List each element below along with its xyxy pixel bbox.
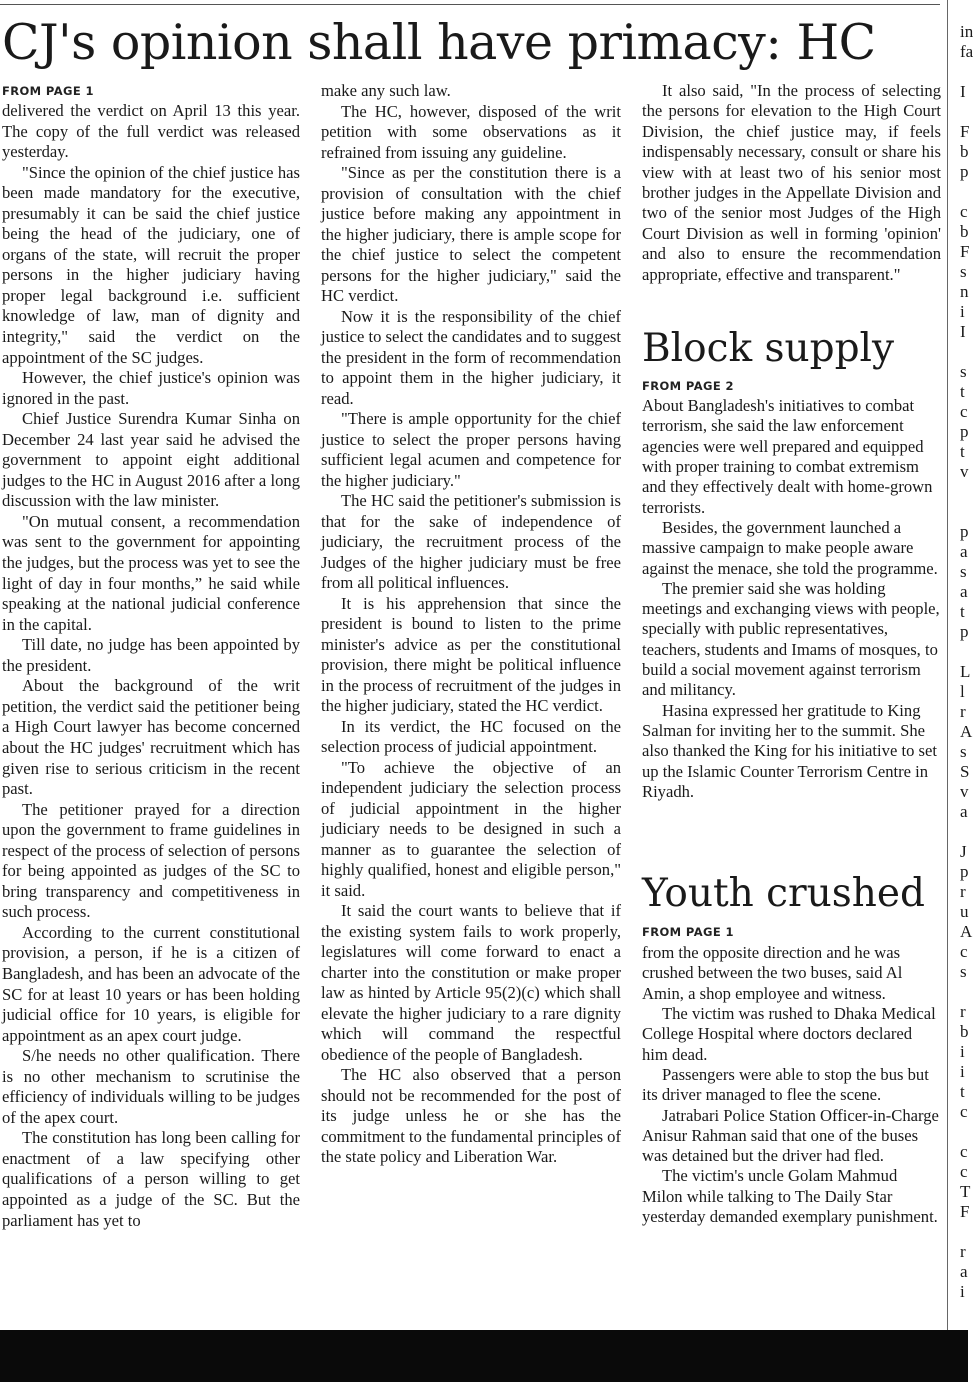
- adjacent-column-fragment: s: [960, 362, 967, 381]
- adjacent-column-fragment: c: [960, 1142, 968, 1161]
- adjacent-column-fragment: l: [960, 682, 965, 701]
- paragraph: Till date, no judge has been appointed by the president.: [2, 635, 300, 675]
- block-supply-headline: Block supply: [642, 326, 895, 371]
- adjacent-column-fragment: c: [960, 942, 968, 961]
- adjacent-column-fragment: a: [960, 802, 968, 821]
- paragraph: delivered the verdict on April 13 this year. The copy of the full verdict was released yesterday.: [2, 101, 300, 162]
- adjacent-column-fragment: F: [960, 1202, 970, 1221]
- paragraph: The HC also observed that a person should not be recommended for the post of its judge unless he or she has the commitment to the fundamental principles of the state policy and Liberation War.: [321, 1065, 621, 1166]
- main-story-column-3: [642, 81, 941, 285]
- adjacent-column-fragment: L: [960, 662, 971, 681]
- block-supply-body: [642, 396, 941, 802]
- adjacent-column-fragment: c: [960, 1102, 968, 1121]
- paragraph: The HC, however, disposed of the writ petition with some observations as it refrained from issuing any guideline.: [321, 101, 621, 162]
- paragraph: "To achieve the objective of an independent judiciary the selection process of judicial appointment in the higher judiciary needs to be designed in such a manner as to guarantee the selection of highly qualified, honest and eligible person," it said.: [321, 757, 621, 900]
- paragraph: About Bangladesh's initiatives to combat terrorism, she said the law enforcement agencies were well prepared and equipped with proper training to combat extremism and they effectively dealt with home-grown terrorists.: [642, 396, 933, 517]
- paragraph: make any such law.: [321, 81, 451, 100]
- paragraph: The victim was rushed to Dhaka Medical College Hospital where doctors declared him dead.: [642, 1003, 936, 1064]
- adjacent-column-fragment: p: [960, 162, 969, 181]
- paragraph: About the background of the writ petition, the verdict said the petitioner being a High Court lawyer has become concerned about the HC judges' recruitment which has given rise to serious criticism in the recent past.: [2, 676, 300, 799]
- adjacent-column-fragment: r: [960, 1242, 966, 1261]
- adjacent-column-fragment: I: [960, 322, 966, 341]
- adjacent-column-fragment: t: [960, 1082, 965, 1101]
- adjacent-column-fragment: a: [960, 582, 968, 601]
- adjacent-column-fragment: A: [960, 922, 973, 941]
- adjacent-column-fragment: I: [960, 82, 966, 101]
- adjacent-column-fragment: v: [960, 462, 969, 481]
- column-divider: [947, 0, 948, 1330]
- adjacent-column-fragment: S: [960, 762, 970, 781]
- adjacent-column-fragment: c: [960, 202, 968, 221]
- adjacent-column-fragment: T: [960, 1182, 971, 1201]
- youth-crushed-headline: Youth crushed: [642, 871, 925, 916]
- adjacent-column-fragment: t: [960, 442, 965, 461]
- paragraph: The HC said the petitioner's submission is that for the sake of independence of judiciary, the recruitment process of the Judges of the higher judiciary must be free from all political influences.: [321, 491, 621, 592]
- adjacent-column-fragment: t: [960, 602, 965, 621]
- adjacent-column-fragment: c: [960, 402, 968, 421]
- paragraph: Besides, the government launched a massive campaign to make people aware against the menace, she told the programme.: [642, 517, 938, 578]
- adjacent-column-fragment: F: [960, 122, 970, 141]
- adjacent-column-fragment: a: [960, 1262, 968, 1281]
- adjacent-column-fragment: t: [960, 382, 965, 401]
- adjacent-column-fragment: in: [960, 22, 974, 41]
- adjacent-column-fragment: i: [960, 1062, 965, 1081]
- paragraph: The victim's uncle Golam Mahmud Milon while talking to The Daily Star yesterday demanded exemplary punishment.: [642, 1166, 938, 1227]
- adjacent-column-fragment: J: [960, 842, 967, 861]
- paragraph: "Since the opinion of the chief justice has been made mandatory for the executive, presumably it can be said the chief justice being the head of the judiciary, one of organs of the state, will recruit the proper persons in the higher judiciary having proper legal background i.e. sufficient knowledge of law, man of dignity and integrity," said the verdict on the appointment of the SC judges.: [2, 162, 300, 367]
- paragraph: from the opposite direction and he was crushed between the two buses, said Al Amin, a shop employee and witness.: [642, 943, 903, 1003]
- adjacent-column-fragment: i: [960, 1042, 965, 1061]
- adjacent-column-fragment: b: [960, 222, 969, 241]
- adjacent-column-fragment: c: [960, 1162, 968, 1181]
- adjacent-column-fragment: v: [960, 782, 969, 801]
- paragraph: Hasina expressed her gratitude to King Salman for inviting her to the summit. She also thanked the King for his initiative to set up the Islamic Counter Terrorism Centre in Riyadh.: [642, 700, 937, 801]
- adjacent-column-fragment: A: [960, 722, 973, 741]
- adjacent-column-fragment: b: [960, 142, 969, 161]
- paragraph: The petitioner prayed for a direction upon the government to frame guidelines in respect of the process of selection of persons for being appointed as judges of the SC to bring transparency and competitiveness in such process.: [2, 799, 300, 922]
- adjacent-column-fragment: u: [960, 902, 969, 921]
- paragraph: "On mutual consent, a recommendation was sent to the government for appointing the judges, but the process was yet to see the light of day in four months,” he said while speaking at the national judicial conference in the capital.: [2, 511, 300, 634]
- paragraph: Chief Justice Surendra Kumar Sinha on December 24 last year said he advised the government to appoint eight additional judges to the HC in August 2016 after a long discussion with the law minister.: [2, 409, 300, 511]
- paragraph: The constitution has long been calling for enactment of a law specifying other qualifications of a person willing to get appointed as a judge of the SC. But the parliament has yet to: [2, 1128, 300, 1230]
- main-story-column-1: [2, 101, 300, 1231]
- youth-crushed-body: [642, 943, 941, 1227]
- adjacent-column-fragment: F: [960, 242, 970, 261]
- adjacent-column-fragment: n: [960, 282, 969, 301]
- adjacent-column-fragment: p: [960, 862, 969, 881]
- adjacent-column-fragment: i: [960, 1282, 965, 1301]
- paragraph: According to the current constitutional provision, a person, if he is a citizen of Bangladesh, and has been an advocate of the SC for at least 10 years or has been holding judicial office for 10 years, is eligible for appointment as an apex court judge.: [2, 922, 300, 1045]
- adjacent-column-fragment: r: [960, 702, 966, 721]
- paragraph: "There is ample opportunity for the chief justice to select the proper persons having sufficient legal acumen and competence for the higher judiciary.": [321, 409, 621, 490]
- paragraph: The premier said she was holding meetings and exchanging views with people, specially with public representatives, teachers, students and Imams of mosques, to build a social movement against terrorism and militancy.: [642, 578, 940, 700]
- adjacent-column-fragment: r: [960, 1002, 966, 1021]
- paragraph: It also said, "In the process of selecting the persons for elevation to the High Court Division, the chief justice may, if feels indispensably necessary, consult or share his view with at least two of his senior most brother judges in the Appellate Division and two of the senior most Judges of the High Court Division as well in forming 'opinion' and also to ensure the recommendation appropriate, effective and transparent.": [642, 81, 941, 284]
- adjacent-column-fragment: s: [960, 562, 967, 581]
- paragraph: It said the court wants to believe that if the existing system fails to work properly, legislatures will come forward to enact a charter into the constitution or make proper law as hinted by Article 95(2)(c) which shall elevate the higher judiciary to a rare dignity which will command the respectful obedience of the people of Bangladesh.: [321, 901, 621, 1064]
- paragraph: S/he needs no other qualification. There is no other mechanism to scrutinise the efficiency of individuals willing to be judges of the apex court.: [2, 1046, 300, 1127]
- main-headline: CJ's opinion shall have primacy: HC: [2, 14, 876, 71]
- adjacent-column-fragment: s: [960, 742, 967, 761]
- paragraph: However, the chief justice's opinion was ignored in the past.: [2, 368, 300, 408]
- main-kicker: FROM PAGE 1: [2, 84, 94, 98]
- adjacent-column-fragment: r: [960, 882, 966, 901]
- paragraph: Now it is the responsibility of the chief justice to select the candidates and to suggest the president in the form of recommendation to appoint them in the higher judiciary, it read.: [321, 306, 621, 408]
- main-story-column-2: [321, 81, 621, 1168]
- adjacent-column-fragment: a: [960, 542, 968, 561]
- block-supply-kicker: FROM PAGE 2: [642, 379, 734, 393]
- youth-crushed-kicker: FROM PAGE 1: [642, 925, 734, 939]
- page-bottom-band: [0, 1330, 968, 1382]
- adjacent-column-fragment: s: [960, 962, 967, 981]
- adjacent-column-fragment: fa: [960, 42, 974, 61]
- paragraph: "Since as per the constitution there is a provision of consultation with the chief justice before making any appointment in the higher judiciary, there is ample scope for the chief justice to select the competent persons for the higher judiciary," said the HC verdict.: [321, 163, 621, 305]
- top-rule: [0, 4, 940, 5]
- adjacent-column-fragment: b: [960, 1022, 969, 1041]
- paragraph: Jatrabari Police Station Officer-in-Charge Anisur Rahman said that one of the buses was detained but the driver had fled.: [642, 1105, 939, 1166]
- adjacent-column-fragment: p: [960, 422, 969, 441]
- paragraph: In its verdict, the HC focused on the selection process of judicial appointment.: [321, 716, 621, 756]
- adjacent-column-fragment: s: [960, 262, 967, 281]
- adjacent-column-fragment: i: [960, 302, 965, 321]
- paragraph: It is his apprehension that since the president is bound to listen to the prime minister's advice as per the constitutional provision, there might be political influence in the process of recruitment of the judges in the higher judiciary, stated the HC verdict.: [321, 593, 621, 715]
- paragraph: Passengers were able to stop the bus but its driver managed to flee the scene.: [642, 1064, 929, 1105]
- adjacent-column-fragment: p: [960, 622, 969, 641]
- adjacent-column-fragment: p: [960, 522, 969, 541]
